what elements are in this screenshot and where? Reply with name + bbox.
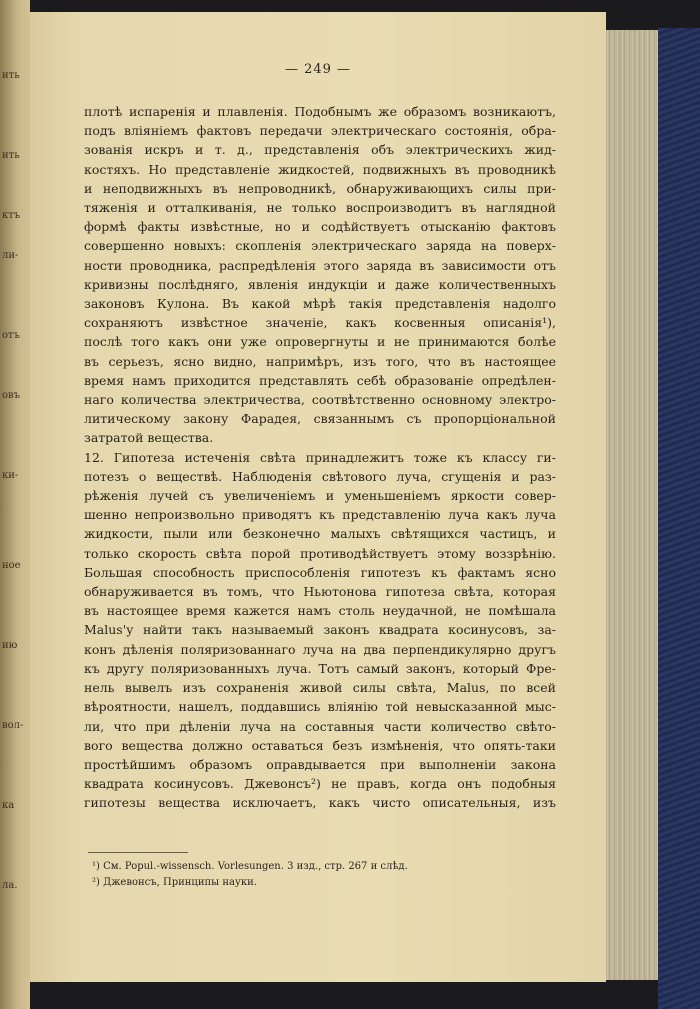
text-line: жидкости, пыли или безконечно малыхъ свѣтящихся частицъ, и [84, 526, 556, 542]
book-cover [658, 28, 700, 1009]
left-page-fragment: ить [2, 150, 20, 161]
body-text [84, 102, 556, 813]
left-page-fragment: ное [2, 560, 21, 571]
text-line: послѣ того какъ они уже опровергнуты и не принимаются болѣе [84, 334, 556, 350]
text-line: затратой вещества. [84, 430, 214, 446]
left-page-fragment: ка [2, 800, 15, 811]
text-line: литическому закону Фарадея, связаннымъ съ пропорціональной [84, 411, 556, 427]
footnote-divider [88, 852, 188, 853]
text-line: костяхъ. Но представленіе жидкостей, подвижныхъ въ проводникѣ [84, 161, 556, 177]
text-line: конъ дѣленія поляризованнаго луча на два перпендикулярно другъ [84, 641, 556, 657]
text-line: Malus'у найти такъ называемый законъ квадрата косинусовъ, за- [84, 622, 556, 638]
text-line: къ другу поляризованныхъ луча. Тотъ самый законъ, который Фре- [84, 660, 556, 676]
page-number: — 249 — [284, 62, 352, 77]
text-line: потезъ о веществѣ. Наблюденія свѣтового луча, сгущенія и раз- [84, 468, 556, 484]
text-line: квадрата косинусовъ. Джевонсъ²) не правъ, когда онъ подобныя [84, 776, 556, 792]
left-page-fragment: ктъ [2, 210, 21, 221]
text-line: простѣйшимъ образомъ оправдывается при выполненіи закона [84, 756, 556, 772]
text-line: вѣроятности, нашелъ, поддавшись вліянію той невысказанной мыс- [84, 699, 556, 715]
text-line: шенно непроизвольно приводятъ къ представленію луча какъ луча [84, 507, 556, 523]
text-line: обнаруживается въ томъ, что Ньютонова гипотеза свѣта, которая [84, 584, 556, 600]
text-line: кривизны послѣдняго, явленія индукціи и даже количественныхъ [84, 276, 556, 292]
text-line: плотѣ испаренія и плавленія. Подобнымъ же образомъ возникаютъ, [84, 104, 556, 119]
text-line: нель вывелъ изъ сохраненія живой силы свѣта, Malus, по всей [84, 680, 556, 696]
footnote: ²) Джевонсъ, Принципы науки. [92, 877, 257, 888]
left-page-fragment: ию [2, 640, 18, 651]
text-line: 12. Гипотеза истеченія свѣта принадлежитъ тоже къ классу ги- [84, 449, 556, 465]
text-line: и неподвижныхъ въ непроводникѣ, обнаруживающихъ силы при- [84, 180, 556, 196]
left-page-fragment: ки- [2, 470, 19, 481]
text-line: законовъ Кулона. Въ какой мѣрѣ такія представленія надолго [84, 296, 556, 312]
footnote: ¹) См. Popul.-wissensch. Vorlesungen. 3 изд., стр. 267 и слѣд. [92, 861, 408, 872]
footnotes [92, 859, 542, 891]
left-page-fragment: ить [2, 70, 20, 81]
left-page-fragment: ла. [2, 880, 18, 891]
page-stack-edge [606, 30, 658, 980]
text-line: только скорость свѣта порой противодѣйствуетъ этому воззрѣнію. [84, 545, 556, 561]
text-line: гипотезы вещества исключаетъ, какъ чисто описательныя, изъ [84, 795, 556, 811]
text-line: вого вещества должно оставаться безъ измѣненія, что опять-таки [84, 737, 556, 753]
left-page-fragment: ли- [2, 250, 19, 261]
text-line: время намъ приходится представлять себѣ образованіе опредѣлен- [84, 372, 556, 388]
text-line: ности проводника, распредѣленія этого заряда въ зависимости отъ [84, 257, 556, 273]
left-page-fragment: овъ [2, 390, 21, 401]
text-line: совершенно новыхъ: скопленія электрическаго заряда на поверх- [84, 238, 556, 254]
text-line: наго количества электричества, соотвѣтственно основному электро- [84, 392, 556, 408]
text-line: ли, что при дѣленіи луча на составныя части количество свѣто- [84, 718, 556, 734]
left-page-fragment: вол- [2, 720, 24, 731]
text-line: зованія искръ и т. д., представленія объ электрическихъ жид- [84, 142, 556, 158]
text-line: тяженія и отталкиванія, не только воспроизводитъ въ наглядной [84, 200, 556, 216]
text-line: Большая способность приспособленія гипотезъ къ фактамъ ясно [84, 564, 556, 580]
book-page [30, 12, 606, 982]
left-page-fragment: отъ [2, 330, 20, 341]
text-line: рѣженія лучей съ увеличеніемъ и уменьшеніемъ яркости совер- [84, 488, 556, 504]
text-line: подъ вліяніемъ фактовъ передачи электрическаго состоянія, обра- [84, 123, 556, 139]
text-line: въ настоящее время кажется намъ столь неудачной, не помѣшала [84, 603, 556, 619]
left-page-edge [0, 0, 30, 1009]
text-line: сохраняютъ извѣстное значеніе, какъ косвенныя описанія¹), [84, 315, 556, 331]
text-line: въ серьезъ, ясно видно, напримѣръ, изъ того, что въ настоящее [84, 353, 556, 369]
text-line: формѣ факты извѣстные, но и содѣйствуетъ отысканію фактовъ [84, 219, 556, 235]
